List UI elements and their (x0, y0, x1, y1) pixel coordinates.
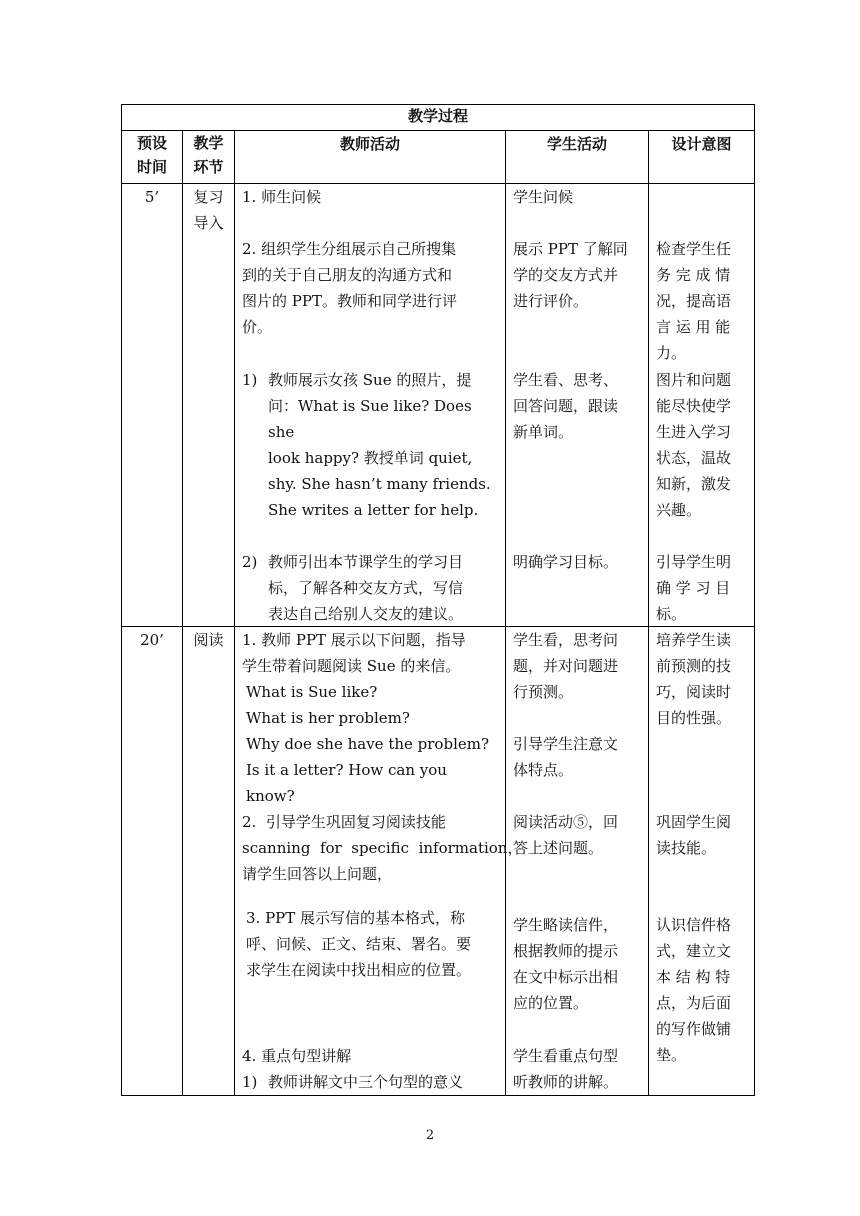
reading-questions (246, 679, 499, 809)
student-step-1: 学生问候 (513, 188, 574, 206)
header-design-intent: 设计意图 (649, 131, 755, 184)
student-reading-4: 学生略读信件， 根据教师的提示 在文中标示出相 应的位置。 (513, 916, 619, 1012)
student-reading-3: 阅读活动⑤，回 答上述问题。 (513, 813, 619, 857)
header-teacher-activity: 教师活动 (235, 131, 506, 184)
student-activity-cell (506, 184, 649, 627)
teacher-step-2-1: 1) 教师展示女孩 Sue 的照片，提 问：What is Sue like? Does she look happy? 教授单词 quiet, shy. She hasn’t many friends. She writes a letter for help. (242, 371, 491, 519)
teacher-step-2-2: 2) 教师引出本节课学生的学习目 标，了解各种交友方式，写信 表达自己给别人交友的建议。 (242, 553, 464, 623)
student-step-4: 明确学习目标。 (513, 553, 619, 571)
design-intent-3: 引导学生明 确 学 习 目 标。 (656, 553, 732, 623)
student-step-2: 展示 PPT 了解同 学的交友方式并 进行评价。 (513, 240, 628, 310)
header-student-activity: 学生活动 (506, 131, 649, 184)
design-reading-1: 培养学生读 前预测的技 巧，阅读时 目的性强。 (656, 631, 732, 727)
teacher-activity-cell (235, 627, 523, 1096)
section-row-review (122, 184, 755, 627)
design-reading-3: 认识信件格 式，建立文 本 结 构 特 点，为后面 的写作做铺 垫。 (656, 916, 732, 1064)
design-intent-1: 检查学生任 务 完 成 情 况，提高语 言 运 用 能 力。 (656, 240, 732, 362)
design-intent-2: 图片和问题 能尽快使学 生进入学习 状态，温故 知新，激发 兴趣。 (656, 371, 732, 519)
time-cell: 5’ (122, 184, 183, 627)
question-item: Is it a letter? How can you know? (246, 761, 447, 805)
header-stage: 教学 环节 (183, 131, 235, 184)
reading-step-4: 4. 重点句型讲解 (242, 1047, 352, 1065)
question-item: What is Sue like? (246, 683, 378, 701)
student-step-3: 学生看、思考、 回答问题，跟读 新单词。 (513, 371, 619, 441)
stage-cell: 阅读 (183, 627, 235, 1096)
teacher-activity-cell (235, 184, 506, 627)
stage-cell: 复习 导入 (183, 184, 235, 627)
teacher-step-2: 2. 组织学生分组展示自己所搜集 到的关于自己朋友的沟通方式和 图片的 PPT。教师和同学进行评 价。 (242, 240, 457, 336)
design-intent-cell (649, 184, 755, 627)
time-cell: 20’ (122, 627, 183, 1096)
reading-step-3: 3. PPT 展示写信的基本格式，称 呼、问候、正文、结束、署名。要 求学生在阅读中找出相应的位置。 (246, 909, 472, 979)
student-reading-2: 引导学生注意文 体特点。 (513, 735, 619, 779)
reading-step-2: 2. 引导学生巩固复习阅读技能 scanning for specific information， 请学生回答以上问题， (242, 813, 523, 883)
design-reading-2: 巩固学生阅 读技能。 (656, 813, 732, 857)
student-reading-5: 学生看重点句型 听教师的讲解。 (513, 1047, 619, 1091)
table-title: 教学过程 (122, 105, 755, 131)
reading-step-1: 1. 教师 PPT 展示以下问题，指导 学生带着问题阅读 Sue 的来信。 (242, 631, 466, 675)
section-row-reading (122, 627, 755, 1096)
question-item: What is her problem? (246, 709, 410, 727)
teaching-process-table (121, 104, 755, 1096)
reading-step-4-1: 1) 教师讲解文中三个句型的意义 (242, 1073, 464, 1091)
student-reading-1: 学生看，思考问 题，并对问题进 行预测。 (513, 631, 619, 701)
page-number: 2 (425, 1128, 435, 1143)
header-time: 预设 时间 (122, 131, 183, 184)
question-item: Why doe she have the problem? (246, 735, 490, 753)
student-activity-cell (506, 627, 649, 1096)
teacher-step-1: 1. 师生问候 (242, 188, 322, 206)
design-intent-cell (649, 627, 755, 1096)
